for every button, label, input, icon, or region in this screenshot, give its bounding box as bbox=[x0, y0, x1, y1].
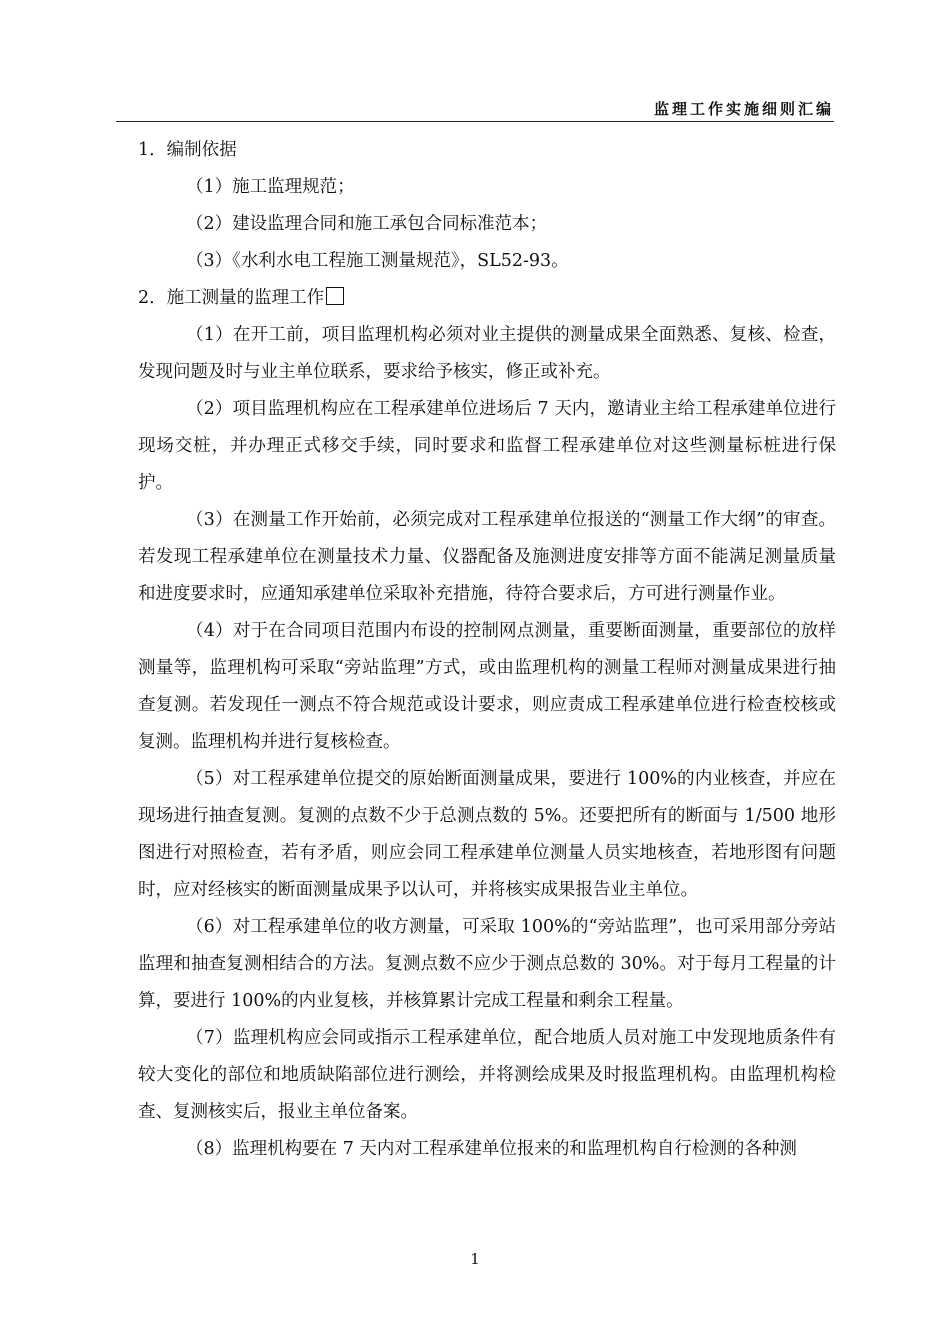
missing-glyph-box-icon bbox=[326, 287, 344, 305]
section-heading-2: 2．施工测量的监理工作 bbox=[138, 288, 325, 308]
basis-item-1: （1）施工监理规范； bbox=[186, 177, 355, 197]
paragraph-7: （7）监理机构应会同或指示工程承建单位，配合地质人员对施工中发现地质条件有较大变化的部位和地质缺陷部位进行测绘，并将测绘成果及时报监理机构。由监理机构检查、复测核实后，报业主单位备案。 bbox=[138, 1028, 836, 1122]
paragraph-2: （2）项目监理机构应在工程承建单位进场后 7 天内，邀请业主给工程承建单位进行现场交桩，并办理正式移交手续，同时要求和监督工程承建单位对这些测量标桩进行保护。 bbox=[138, 399, 836, 493]
running-header: 监理工作实施细则汇编 bbox=[653, 100, 834, 118]
basis-item-3: （3）《水利水电工程施工测量规范》，SL52-93。 bbox=[186, 251, 569, 271]
paragraph-5: （5）对工程承建单位提交的原始断面测量成果，要进行 100%的内业核查，并应在现场进行抽查复测。复测的点数不少于总测点数的 5%。还要把所有的断面与 1/500 地形图进行对照检查，若有矛盾，则应会同工程承建单位测量人员实地核查，若地形图有问题时，应对经核实的断面测量成果予以认可，并将核实成果报告业主单位。 bbox=[138, 769, 836, 900]
paragraph-4: （4）对于在合同项目范围内布设的控制网点测量，重要断面测量，重要部位的放样测量等，监理机构可采取“旁站监理”方式，或由监理机构的测量工程师对测量成果进行抽查复测。若发现任一测点不符合规范或设计要求，则应责成工程承建单位进行检查校核或复测。监理机构并进行复核检查。 bbox=[138, 621, 836, 752]
paragraph-8: （8）监理机构要在 7 天内对工程承建单位报来的和监理机构自行检测的各种测 bbox=[186, 1139, 797, 1159]
paragraph-3: （3）在测量工作开始前，必须完成对工程承建单位报送的“测量工作大纲”的审查。若发现工程承建单位在测量技术力量、仪器配备及施测进度安排等方面不能满足测量质量和进度要求时，应通知承建单位采取补充措施，待符合要求后，方可进行测量作业。 bbox=[138, 510, 836, 604]
document-body bbox=[138, 132, 836, 1168]
paragraph-6: （6）对工程承建单位的收方测量，可采取 100%的“旁站监理”，也可采用部分旁站监理和抽查复测相结合的方法。复测点数不应少于测点总数的 30%。对于每月工程量的计算，要进行 100%的内业复核，并核算累计完成工程量和剩余工程量。 bbox=[138, 917, 836, 1011]
paragraph-1: （1）在开工前，项目监理机构必须对业主提供的测量成果全面熟悉、复核、检查，发现问题及时与业主单位联系，要求给予核实，修正或补充。 bbox=[138, 325, 836, 382]
section-heading-1: 1．编制依据 bbox=[138, 140, 237, 160]
section-heading-2-wrap bbox=[138, 280, 836, 317]
page-number: 1 bbox=[470, 1250, 480, 1268]
header-rule bbox=[116, 121, 834, 122]
basis-item-2: （2）建设监理合同和施工承包合同标准范本； bbox=[186, 214, 548, 234]
